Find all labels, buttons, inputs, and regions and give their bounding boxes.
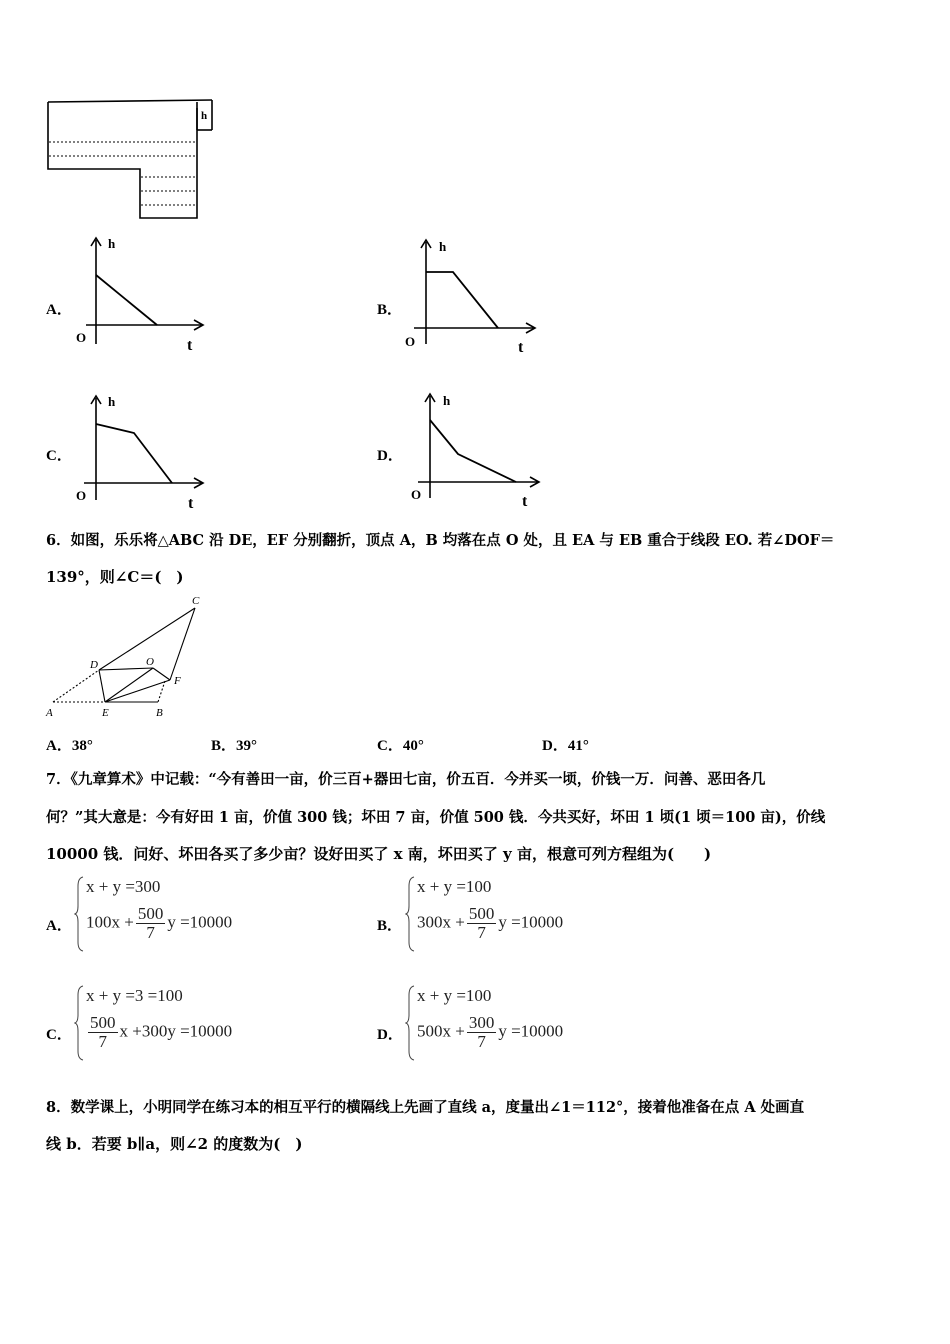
q5-graph-c bbox=[70, 390, 210, 512]
q5-graph-b bbox=[402, 236, 542, 358]
q6-option-a-letter: A． bbox=[46, 738, 72, 754]
q7-d-fraction bbox=[467, 1014, 497, 1051]
q7-b-eq1: x + y =100 bbox=[417, 877, 492, 896]
q6-label-e: E bbox=[102, 707, 109, 719]
q6-label-d: D bbox=[90, 659, 98, 671]
q7-a-eq2 bbox=[86, 905, 232, 942]
q6-option-c bbox=[377, 734, 424, 755]
q5-b-h: h bbox=[439, 239, 447, 254]
q7-option-d-letter: D． bbox=[377, 1027, 403, 1043]
q6-option-c-letter: C． bbox=[377, 738, 403, 754]
q6-option-b-text: 39° bbox=[236, 738, 258, 754]
q5-d-o: O bbox=[411, 487, 422, 502]
q7-d-den: 7 bbox=[477, 1032, 486, 1051]
q7-c-eq2 bbox=[86, 1014, 232, 1051]
q5-a-t: t bbox=[187, 337, 193, 354]
q6-option-a-text: 38° bbox=[71, 738, 93, 754]
q6-label-o: O bbox=[146, 656, 154, 668]
q7-d-num: 300 bbox=[468, 1013, 495, 1032]
q7-d-eq2-post: y =10000 bbox=[498, 1021, 564, 1041]
q7-b-eq2-pre: 300x + bbox=[417, 912, 465, 932]
q7-option-b-letter: B． bbox=[377, 918, 403, 934]
q5-a-h: h bbox=[108, 236, 116, 251]
q5-c-h: h bbox=[108, 394, 116, 409]
q8-text-line2: 线 b．若要 b∥a，则∠2 的度数为( ) bbox=[46, 1135, 303, 1153]
q6-label-c: C bbox=[192, 595, 200, 607]
q7-text-line2: 何？”其大意是：今有好田 1 亩，价值 300 钱；坏田 7 亩，价值 500 钱．今共买好，坏田 1 顷(1 顷＝100 亩)，价线 bbox=[46, 809, 826, 826]
q6-option-d-letter: D． bbox=[542, 738, 568, 754]
q6-text-line2: 139°，则∠C＝( ) bbox=[46, 568, 184, 586]
q7-text-line1: 7．《九章算术》中记载：“今有善田一亩，价三百+器田七亩，价五百．今并买一顷，价钱一万．问善、恶田各几 bbox=[46, 771, 766, 788]
q7-a-num: 500 bbox=[137, 904, 164, 923]
q7-d-brace bbox=[405, 985, 415, 1061]
q7-a-brace bbox=[74, 876, 84, 952]
q7-c-num: 500 bbox=[90, 1013, 116, 1032]
q6-text-line1: 6．如图，乐乐将△ABC 沿 DE，EF 分别翻折，顶点 A，B 均落在点 O 处，且 EA 与 EB 重合于线段 EO. 若∠DOF＝ bbox=[46, 532, 835, 549]
q6-option-b-letter: B． bbox=[211, 738, 237, 754]
q5-option-b-letter: B． bbox=[377, 302, 403, 318]
q6-label-a: A bbox=[46, 707, 53, 719]
q7-option-a-letter: A． bbox=[46, 918, 72, 934]
q5-d-t: t bbox=[522, 493, 528, 510]
q7-c-eq2-post: x +300y =10000 bbox=[119, 1021, 233, 1041]
q6-option-c-text: 40° bbox=[402, 738, 424, 754]
q5-a-o: O bbox=[76, 330, 87, 345]
q7-a-eq1: x + y =300 bbox=[86, 877, 161, 896]
container-figure bbox=[44, 96, 219, 222]
q7-a-den: 7 bbox=[146, 923, 155, 942]
q6-label-f: F bbox=[174, 675, 181, 687]
q5-c-t: t bbox=[188, 495, 194, 512]
q7-text-line3: 10000 钱．问好、坏田各买了多少亩？设好田买了 x 南，坏田买了 y 亩，根意可列方程组为( ) bbox=[46, 845, 712, 863]
q7-a-fraction bbox=[136, 905, 166, 942]
q5-graph-a bbox=[70, 232, 210, 354]
q6-option-a bbox=[46, 734, 93, 755]
q7-d-eq2 bbox=[417, 1014, 563, 1051]
q6-option-d-text: 41° bbox=[567, 738, 589, 754]
q7-c-brace bbox=[74, 985, 84, 1061]
q6-triangle-figure bbox=[40, 592, 210, 722]
q6-label-b: B bbox=[156, 707, 163, 719]
q7-d-eq1: x + y =100 bbox=[417, 986, 492, 1005]
q7-c-eq1: x + y =3 =100 bbox=[86, 986, 183, 1005]
q7-c-den: 7 bbox=[98, 1032, 107, 1051]
q7-a-eq2-post: y =10000 bbox=[167, 912, 233, 932]
q7-option-c-letter: C． bbox=[46, 1027, 72, 1043]
q7-b-den: 7 bbox=[477, 923, 486, 942]
q7-a-eq2-pre: 100x + bbox=[86, 912, 134, 932]
q7-b-eq2 bbox=[417, 905, 563, 942]
q5-option-c-letter: C． bbox=[46, 448, 72, 464]
q7-c-fraction bbox=[88, 1014, 118, 1051]
q7-b-num: 500 bbox=[468, 904, 495, 923]
q5-option-d-letter: D． bbox=[377, 448, 403, 464]
q7-d-eq2-pre: 500x + bbox=[417, 1021, 465, 1041]
q8-text-line1: 8．数学课上，小明同学在练习本的相互平行的横隔线上先画了直线 a，度量出∠1＝112°，接着他准备在点 A 处画直 bbox=[46, 1099, 805, 1116]
q7-b-fraction bbox=[467, 905, 497, 942]
q5-d-h: h bbox=[443, 393, 451, 408]
q6-option-b bbox=[211, 734, 257, 755]
container-h-label: h bbox=[201, 110, 208, 122]
q5-b-t: t bbox=[518, 339, 524, 356]
q5-graph-d bbox=[406, 388, 546, 510]
q6-option-d bbox=[542, 734, 589, 755]
q5-b-o: O bbox=[405, 334, 416, 349]
q5-option-a-letter: A． bbox=[46, 302, 72, 318]
q7-b-eq2-post: y =10000 bbox=[498, 912, 564, 932]
q7-b-brace bbox=[405, 876, 415, 952]
q5-c-o: O bbox=[76, 488, 87, 503]
